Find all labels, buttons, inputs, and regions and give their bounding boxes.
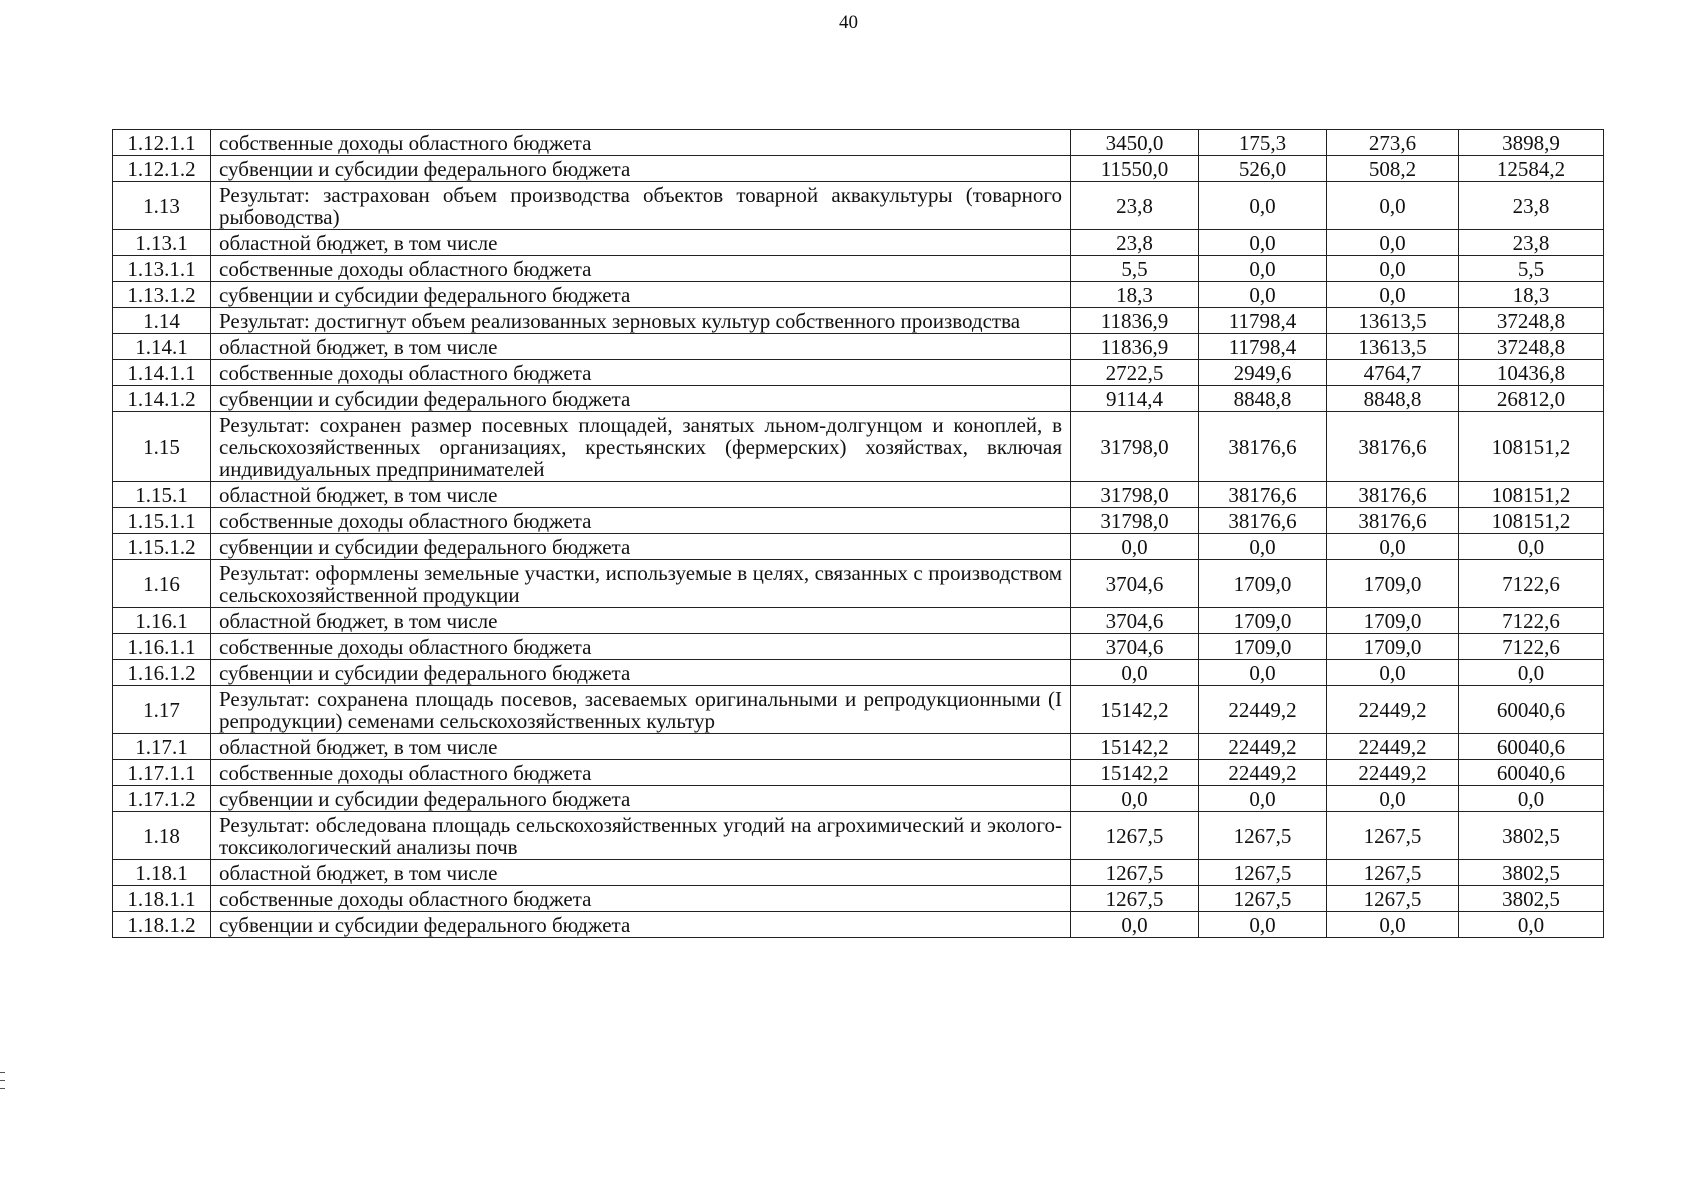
row-value-1: 5,5 [1071,256,1199,282]
row-value-4: 108151,2 [1459,508,1604,534]
row-value-2: 1267,5 [1199,886,1327,912]
table-row [113,912,1604,938]
row-code: 1.18.1.1 [113,886,211,912]
row-description: субвенции и субсидии федерального бюджета [211,282,1071,308]
budget-table [112,129,1604,938]
row-value-2: 11798,4 [1199,308,1327,334]
row-description: собственные доходы областного бюджета [211,130,1071,156]
row-value-1: 3704,6 [1071,560,1199,608]
table-row [113,360,1604,386]
row-value-2: 0,0 [1199,230,1327,256]
table-row [113,534,1604,560]
row-description: собственные доходы областного бюджета [211,360,1071,386]
table-row [113,760,1604,786]
margin-tick [0,1072,5,1073]
row-code: 1.15 [113,412,211,482]
row-code: 1.16 [113,560,211,608]
row-code: 1.17.1.2 [113,786,211,812]
table-row [113,508,1604,534]
table-row [113,686,1604,734]
row-value-3: 0,0 [1327,660,1459,686]
table-row [113,734,1604,760]
row-code: 1.16.1.2 [113,660,211,686]
row-value-4: 0,0 [1459,912,1604,938]
row-value-4: 5,5 [1459,256,1604,282]
table-row [113,860,1604,886]
row-value-3: 0,0 [1327,786,1459,812]
row-code: 1.16.1 [113,608,211,634]
row-value-4: 37248,8 [1459,334,1604,360]
row-description: областной бюджет, в том числе [211,230,1071,256]
row-description: областной бюджет, в том числе [211,734,1071,760]
row-code: 1.13.1 [113,230,211,256]
row-description: субвенции и субсидии федерального бюджета [211,534,1071,560]
row-value-4: 108151,2 [1459,412,1604,482]
row-description: областной бюджет, в том числе [211,608,1071,634]
row-value-3: 13613,5 [1327,308,1459,334]
row-description: собственные доходы областного бюджета [211,256,1071,282]
row-value-1: 15142,2 [1071,734,1199,760]
row-value-4: 108151,2 [1459,482,1604,508]
row-value-4: 60040,6 [1459,686,1604,734]
row-value-3: 0,0 [1327,534,1459,560]
row-description: собственные доходы областного бюджета [211,886,1071,912]
row-value-2: 2949,6 [1199,360,1327,386]
row-description: областной бюджет, в том числе [211,860,1071,886]
row-value-2: 11798,4 [1199,334,1327,360]
row-code: 1.18.1.2 [113,912,211,938]
row-value-1: 1267,5 [1071,860,1199,886]
row-value-2: 0,0 [1199,660,1327,686]
row-value-1: 0,0 [1071,534,1199,560]
row-value-2: 38176,6 [1199,508,1327,534]
row-value-2: 22449,2 [1199,734,1327,760]
row-value-2: 1267,5 [1199,860,1327,886]
row-description: Результат: сохранена площадь посевов, засеваемых оригинальными и репродукционными (I репродукции) семенами сельскохозяйственных культур [211,686,1071,734]
row-value-3: 8848,8 [1327,386,1459,412]
row-value-3: 38176,6 [1327,412,1459,482]
row-code: 1.12.1.1 [113,130,211,156]
row-value-1: 31798,0 [1071,508,1199,534]
row-description: субвенции и субсидии федерального бюджета [211,660,1071,686]
row-value-4: 3898,9 [1459,130,1604,156]
row-value-1: 11836,9 [1071,334,1199,360]
row-value-1: 1267,5 [1071,812,1199,860]
table-row [113,786,1604,812]
margin-tick [0,1088,5,1089]
row-value-1: 0,0 [1071,786,1199,812]
row-description: областной бюджет, в том числе [211,334,1071,360]
row-value-1: 9114,4 [1071,386,1199,412]
row-code: 1.13 [113,182,211,230]
row-code: 1.16.1.1 [113,634,211,660]
page-number: 40 [839,12,858,33]
row-code: 1.14.1 [113,334,211,360]
row-value-3: 1709,0 [1327,634,1459,660]
row-value-1: 3704,6 [1071,608,1199,634]
row-value-2: 1709,0 [1199,608,1327,634]
table-body [113,130,1604,938]
row-description: Результат: застрахован объем производства объектов товарной аквакультуры (товарного рыбоводства) [211,182,1071,230]
row-value-4: 60040,6 [1459,734,1604,760]
row-description: субвенции и субсидии федерального бюджета [211,912,1071,938]
row-value-4: 0,0 [1459,660,1604,686]
row-code: 1.14.1.1 [113,360,211,386]
row-value-3: 13613,5 [1327,334,1459,360]
row-value-4: 60040,6 [1459,760,1604,786]
row-value-2: 0,0 [1199,534,1327,560]
row-value-1: 0,0 [1071,912,1199,938]
table-row [113,660,1604,686]
row-value-3: 22449,2 [1327,760,1459,786]
row-value-4: 23,8 [1459,182,1604,230]
row-value-2: 0,0 [1199,912,1327,938]
table-row [113,156,1604,182]
row-value-3: 1267,5 [1327,860,1459,886]
row-value-2: 1709,0 [1199,560,1327,608]
row-value-1: 3450,0 [1071,130,1199,156]
table-row [113,812,1604,860]
row-value-2: 38176,6 [1199,412,1327,482]
margin-tick [0,1080,5,1081]
row-description: субвенции и субсидии федерального бюджета [211,386,1071,412]
row-value-4: 3802,5 [1459,812,1604,860]
row-value-2: 1267,5 [1199,812,1327,860]
row-value-2: 8848,8 [1199,386,1327,412]
row-value-1: 11550,0 [1071,156,1199,182]
row-description: Результат: сохранен размер посевных площадей, занятых льном-долгунцом и коноплей, в сельскохозяйственных организациях, крестьянских (фермерских) хозяйствах, включая индивидуальных предпринимателей [211,412,1071,482]
row-code: 1.17.1.1 [113,760,211,786]
row-value-4: 7122,6 [1459,560,1604,608]
table-row [113,334,1604,360]
row-value-3: 38176,6 [1327,482,1459,508]
row-value-3: 508,2 [1327,156,1459,182]
row-code: 1.17 [113,686,211,734]
row-code: 1.14 [113,308,211,334]
row-value-3: 1709,0 [1327,560,1459,608]
row-description: Результат: оформлены земельные участки, используемые в целях, связанных с производством сельскохозяйственной продукции [211,560,1071,608]
row-value-1: 2722,5 [1071,360,1199,386]
row-code: 1.12.1.2 [113,156,211,182]
row-value-2: 1709,0 [1199,634,1327,660]
row-value-3: 1709,0 [1327,608,1459,634]
row-value-1: 15142,2 [1071,686,1199,734]
row-value-4: 7122,6 [1459,608,1604,634]
row-description: собственные доходы областного бюджета [211,760,1071,786]
row-value-3: 0,0 [1327,256,1459,282]
row-value-4: 18,3 [1459,282,1604,308]
row-value-1: 18,3 [1071,282,1199,308]
table-row [113,282,1604,308]
row-value-4: 0,0 [1459,786,1604,812]
row-value-2: 175,3 [1199,130,1327,156]
table-row [113,230,1604,256]
row-value-1: 11836,9 [1071,308,1199,334]
row-value-4: 12584,2 [1459,156,1604,182]
table-row [113,886,1604,912]
row-code: 1.18 [113,812,211,860]
row-code: 1.15.1 [113,482,211,508]
row-code: 1.13.1.1 [113,256,211,282]
row-value-3: 4764,7 [1327,360,1459,386]
table-row [113,608,1604,634]
row-description: Результат: обследована площадь сельскохозяйственных угодий на агрохимический и эколого-токсикологический анализы почв [211,812,1071,860]
row-value-2: 0,0 [1199,786,1327,812]
row-value-4: 7122,6 [1459,634,1604,660]
row-value-3: 22449,2 [1327,734,1459,760]
row-value-3: 22449,2 [1327,686,1459,734]
row-description: областной бюджет, в том числе [211,482,1071,508]
row-value-2: 22449,2 [1199,760,1327,786]
row-value-2: 0,0 [1199,282,1327,308]
row-value-4: 0,0 [1459,534,1604,560]
row-value-4: 3802,5 [1459,860,1604,886]
table-row [113,256,1604,282]
row-value-1: 0,0 [1071,660,1199,686]
table-row [113,560,1604,608]
table-row [113,412,1604,482]
row-description: Результат: достигнут объем реализованных зерновых культур собственного производства [211,308,1071,334]
row-value-1: 31798,0 [1071,482,1199,508]
row-value-2: 38176,6 [1199,482,1327,508]
row-value-2: 526,0 [1199,156,1327,182]
row-value-3: 273,6 [1327,130,1459,156]
row-description: субвенции и субсидии федерального бюджета [211,156,1071,182]
table-row [113,308,1604,334]
row-value-3: 0,0 [1327,912,1459,938]
table-row [113,130,1604,156]
row-value-1: 15142,2 [1071,760,1199,786]
row-code: 1.13.1.2 [113,282,211,308]
row-value-4: 37248,8 [1459,308,1604,334]
row-code: 1.15.1.2 [113,534,211,560]
row-code: 1.15.1.1 [113,508,211,534]
row-value-3: 38176,6 [1327,508,1459,534]
row-value-1: 31798,0 [1071,412,1199,482]
row-value-4: 10436,8 [1459,360,1604,386]
row-value-3: 1267,5 [1327,886,1459,912]
row-value-4: 3802,5 [1459,886,1604,912]
row-value-4: 23,8 [1459,230,1604,256]
row-description: собственные доходы областного бюджета [211,508,1071,534]
row-description: субвенции и субсидии федерального бюджета [211,786,1071,812]
row-code: 1.18.1 [113,860,211,886]
row-value-2: 22449,2 [1199,686,1327,734]
table-row [113,386,1604,412]
row-value-2: 0,0 [1199,182,1327,230]
row-value-3: 0,0 [1327,230,1459,256]
row-value-2: 0,0 [1199,256,1327,282]
table-row [113,634,1604,660]
row-value-1: 23,8 [1071,182,1199,230]
row-code: 1.14.1.2 [113,386,211,412]
row-value-1: 23,8 [1071,230,1199,256]
row-value-4: 26812,0 [1459,386,1604,412]
row-value-1: 1267,5 [1071,886,1199,912]
row-value-3: 0,0 [1327,182,1459,230]
row-value-1: 3704,6 [1071,634,1199,660]
row-value-3: 0,0 [1327,282,1459,308]
row-description: собственные доходы областного бюджета [211,634,1071,660]
table-row [113,182,1604,230]
table-row [113,482,1604,508]
row-value-3: 1267,5 [1327,812,1459,860]
row-code: 1.17.1 [113,734,211,760]
